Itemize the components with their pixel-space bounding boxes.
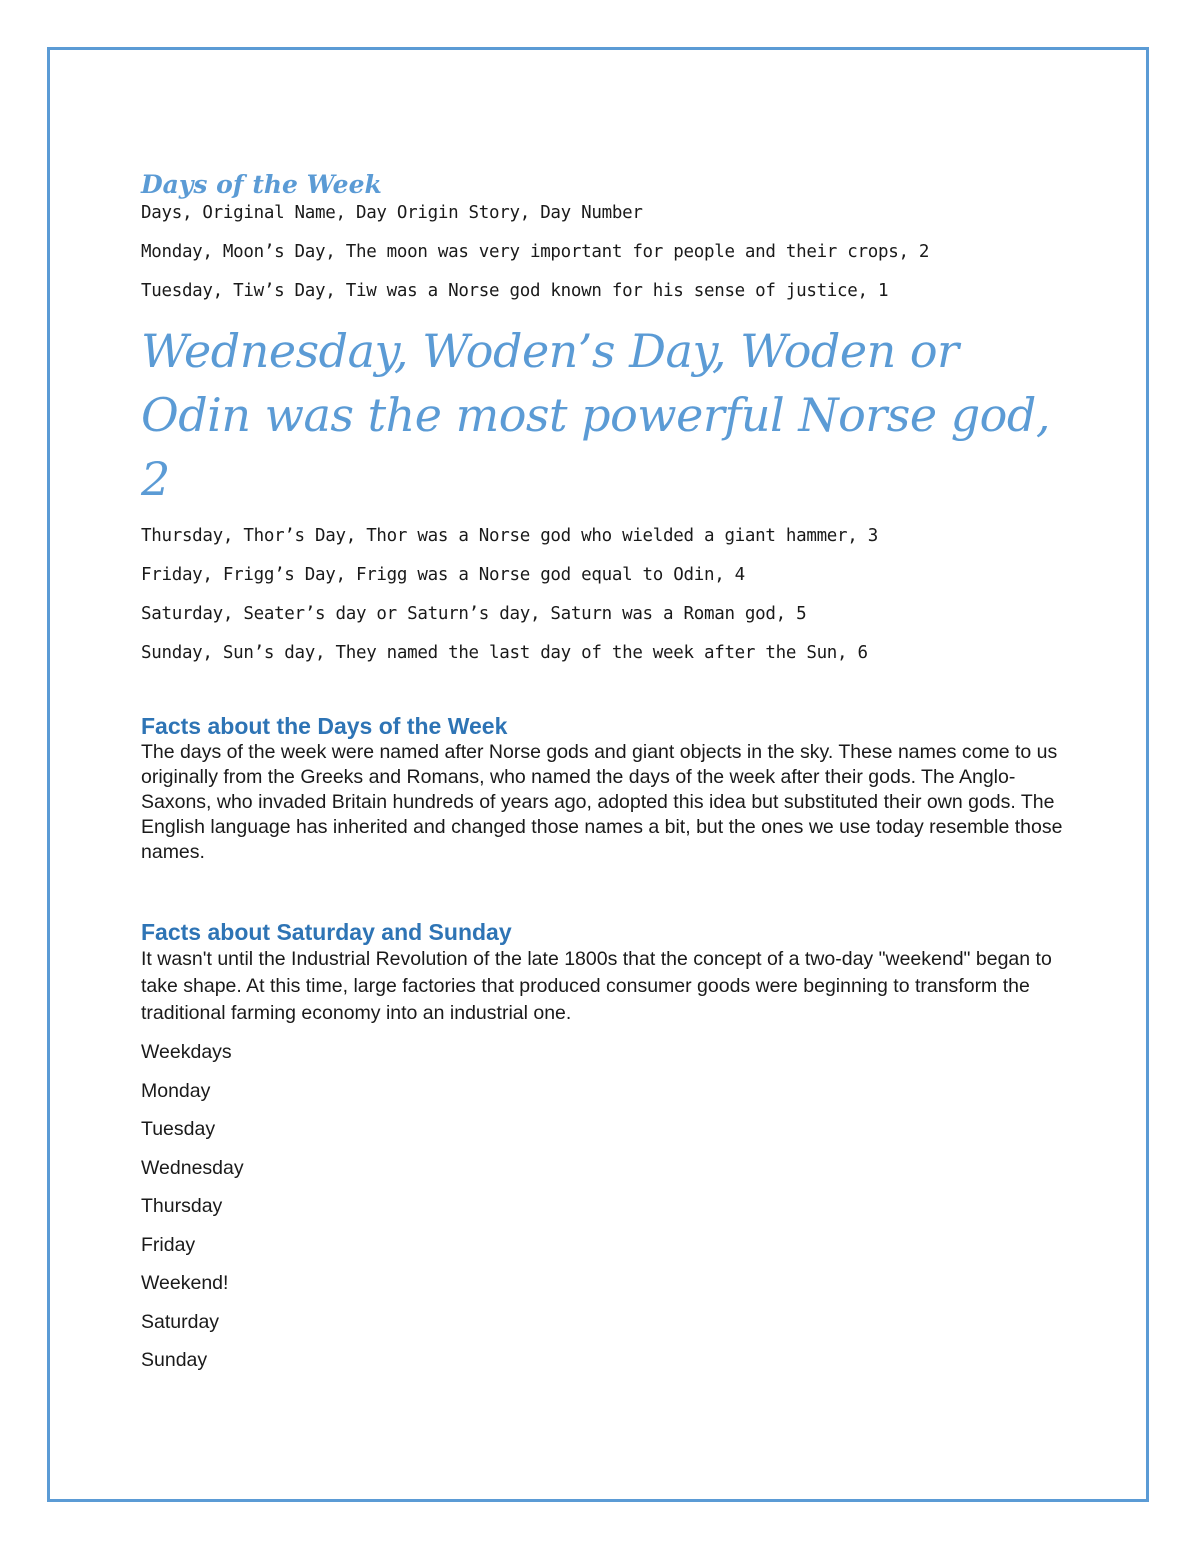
section-paragraph-weekend-facts: It wasn't until the Industrial Revolution of the late 1800s that the concept of a two-day "weekend" began to take shape. At this time, large factories that produced consumer goods were beginning to transform the traditional farming economy into an industrial one. <box>141 948 1052 1024</box>
section-heading-weekend-facts: Facts about Saturday and Sunday <box>141 919 512 945</box>
document-content <box>141 168 1071 1387</box>
list-item: Tuesday <box>141 1118 216 1140</box>
table-line-saturday: Saturday, Seater’s day or Saturn’s day, Saturn was a Roman god, 5 <box>141 604 807 624</box>
list-item: Saturday <box>141 1310 220 1333</box>
list-item: Weekdays <box>141 1041 232 1063</box>
table-line-monday: Monday, Moon’s Day, The moon was very important for people and their crops, 2 <box>141 242 930 262</box>
list-item: Thursday <box>141 1195 223 1217</box>
document-title: Days of the Week <box>141 170 382 199</box>
table-line-tuesday: Tuesday, Tiw’s Day, Tiw was a Norse god known for his sense of justice, 1 <box>141 281 889 301</box>
list-item: Sunday <box>141 1349 208 1371</box>
section-paragraph-days-facts: The days of the week were named after Norse gods and giant objects in the sky. These names come to us originally from the Greeks and Romans, who named the days of the week after their gods. The Anglo-Saxons, who invaded Britain hundreds of years ago, adopted this idea but substituted their own gods. The English language has inherited and changed those names a bit, but the ones we use today resemble those names. <box>141 741 1063 863</box>
section-heading-days-facts: Facts about the Days of the Week <box>141 713 508 739</box>
list-item: Weekend! <box>141 1272 229 1294</box>
table-line-thursday: Thursday, Thor’s Day, Thor was a Norse god who wielded a giant hammer, 3 <box>141 526 878 546</box>
table-line-friday: Friday, Frigg’s Day, Frigg was a Norse god equal to Odin, 4 <box>141 565 745 585</box>
table-line-sunday: Sunday, Sun’s day, They named the last day of the week after the Sun, 6 <box>141 643 868 663</box>
emphasized-line-wednesday: Wednesday, Woden’s Day, Woden or Odin was the most powerful Norse god, 2 <box>141 324 1050 506</box>
list-item: Wednesday <box>141 1156 244 1179</box>
table-header-line: Days, Original Name, Day Origin Story, Day Number <box>141 203 643 223</box>
list-item: Friday <box>141 1233 196 1256</box>
list-item: Monday <box>141 1079 211 1102</box>
day-list <box>141 1040 1071 1372</box>
